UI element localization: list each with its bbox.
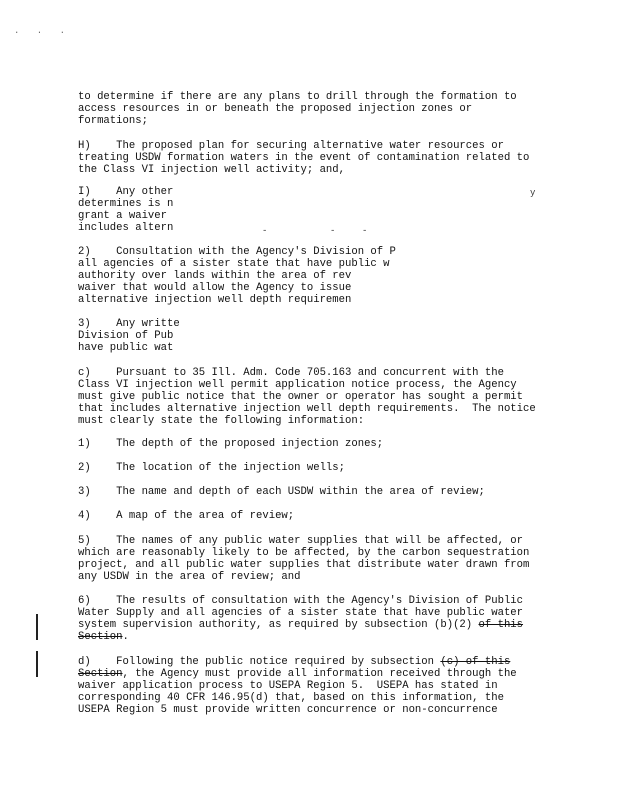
paragraph-line: 2) Consultation with the Agency's Division of P — [78, 246, 396, 258]
paragraph-line: H) The proposed plan for securing alternative water resources or — [78, 140, 504, 152]
revision-bar — [36, 651, 38, 677]
paragraph-line: c) Pursuant to 35 Ill. Adm. Code 705.163 and concurrent with the — [78, 367, 504, 379]
list-item — [78, 631, 129, 643]
amended-text: . — [122, 631, 129, 643]
list-item — [78, 619, 523, 631]
paragraph-line: waiver that would allow the Agency to issue — [78, 282, 352, 294]
paragraph-line: Division of Pub — [78, 330, 174, 342]
stray-mark: y — [530, 188, 536, 198]
paragraph-line: to determine if there are any plans to drill through the formation to — [78, 91, 517, 103]
paragraph-line: corresponding 40 CFR 146.95(d) that, based on this information, the — [78, 692, 504, 704]
paragraph-line: Class VI injection well permit application notice process, the Agency — [78, 379, 517, 391]
amended-text: d) Following the public notice required by subsection — [78, 656, 441, 668]
deleted-text: Section — [78, 668, 123, 680]
amended-text: , the Agency must provide all information received through the — [122, 668, 517, 680]
list-item: 1) The depth of the proposed injection zones; — [78, 438, 384, 450]
list-item: any USDW in the area of review; and — [78, 571, 301, 583]
paragraph-line: access resources in or beneath the proposed injection zones or — [78, 103, 473, 115]
list-item: 3) The name and depth of each USDW within the area of review; — [78, 486, 485, 498]
stray-mark: - — [362, 226, 368, 236]
paragraph-line: all agencies of a sister state that have public w — [78, 258, 390, 270]
paragraph-line: waiver application process to USEPA Region 5. USEPA has stated in — [78, 680, 498, 692]
paragraph-line: the Class VI injection well activity; and, — [78, 164, 346, 176]
deleted-text: of this — [478, 619, 524, 631]
deleted-text: Section — [78, 631, 123, 643]
list-item: Water Supply and all agencies of a sister state that have public water — [78, 607, 524, 619]
paragraph-line: must give public notice that the owner or operator has sought a permit — [78, 391, 524, 403]
amended-text: system supervision authority, as required by subsection (b)(2) — [78, 619, 479, 631]
paragraph-line: must clearly state the following information: — [78, 415, 365, 427]
paragraph-line: I) Any other — [78, 186, 174, 198]
list-item: project, and all public water supplies that distribute water drawn from — [78, 559, 530, 571]
corner-marks: . . . — [14, 26, 72, 36]
paragraph-line — [78, 668, 517, 680]
paragraph-line: grant a waiver — [78, 210, 168, 222]
list-item: 6) The results of consultation with the Agency's Division of Public — [78, 595, 524, 607]
paragraph-line: treating USDW formation waters in the event of contamination related to — [78, 152, 530, 164]
deleted-text: (c) of this — [440, 656, 511, 668]
paragraph-line — [78, 656, 510, 668]
list-item: 4) A map of the area of review; — [78, 510, 295, 522]
paragraph-line: alternative injection well depth requiremen — [78, 294, 352, 306]
paragraph-line: USEPA Region 5 must provide written concurrence or non-concurrence — [78, 704, 498, 716]
paragraph-line: that includes alternative injection well depth requirements. The notice — [78, 403, 536, 415]
list-item: 5) The names of any public water supplies that will be affected, or — [78, 535, 524, 547]
stray-mark: - — [330, 226, 336, 236]
paragraph-line: have public wat — [78, 342, 174, 354]
revision-bar — [36, 614, 38, 640]
paragraph-line: 3) Any writte — [78, 318, 180, 330]
paragraph-line: formations; — [78, 115, 148, 127]
paragraph-line: includes altern — [78, 222, 174, 234]
stray-mark: - — [262, 226, 268, 236]
paragraph-line: determines is n — [78, 198, 174, 210]
paragraph-line: authority over lands within the area of rev — [78, 270, 352, 282]
list-item: which are reasonably likely to be affected, by the carbon sequestration — [78, 547, 530, 559]
list-item: 2) The location of the injection wells; — [78, 462, 346, 474]
